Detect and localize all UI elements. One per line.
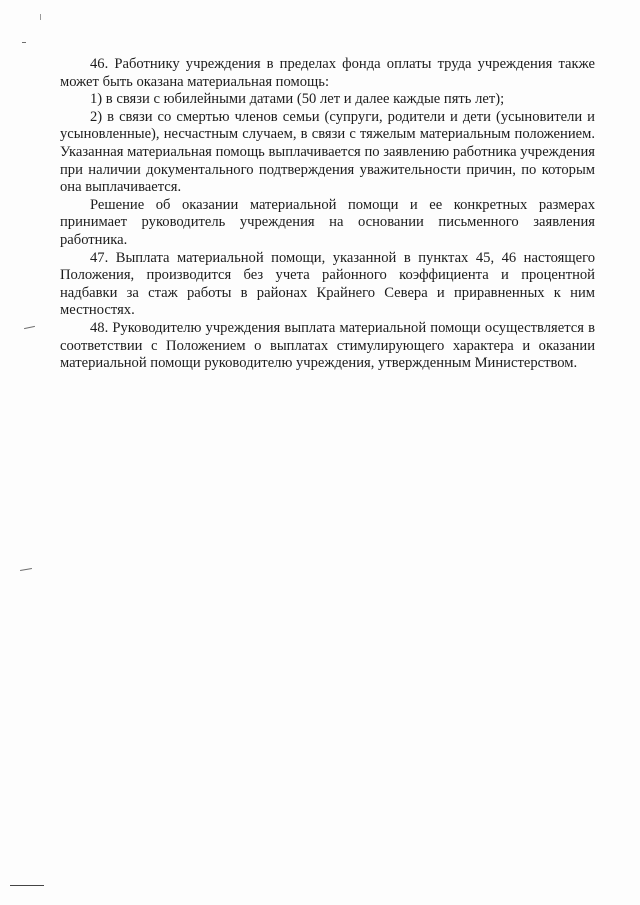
paragraph-46-decision: Решение об оказании материальной помощи и ее конкретных размерах принимает руководитель учреждения на основании письменного заявления работника.	[60, 196, 595, 248]
scan-mark	[22, 42, 26, 43]
paragraph-46-item-1: 1) в связи с юбилейными датами (50 лет и далее каждые пять лет);	[90, 91, 505, 108]
binding-hole-mark	[24, 326, 35, 329]
document-body	[60, 56, 595, 373]
paragraph-46-item-2: 2) в связи со смертью членов семьи (супруги, родители и дети (усыновители и усыновленные), несчастным случаем, в связи с тяжелым материальным положением. Указанная материальная помощь выплачивается по заявлению работника учреждения при наличии документального подтверждения уважительности причин, по которым она выплачивается.	[60, 108, 595, 196]
binding-hole-mark	[20, 568, 32, 571]
scan-edge-mark	[10, 885, 44, 886]
paragraph-47: 47. Выплата материальной помощи, указанной в пунктах 45, 46 настоящего Положения, производится без учета районного коэффициента и процентной надбавки за стаж работы в районах Крайнего Севера и приравненных к ним местностях.	[60, 249, 595, 319]
paragraph-48: 48. Руководителю учреждения выплата материальной помощи осуществляется в соответствии с Положением о выплатах стимулирующего характера и оказании материальной помощи руководителю учреждения, утвержденным Министерством.	[60, 319, 595, 372]
paragraph-46: 46. Работнику учреждения в пределах фонда оплаты труда учреждения также может быть оказана материальная помощь:	[60, 56, 595, 90]
scan-mark	[40, 14, 41, 20]
